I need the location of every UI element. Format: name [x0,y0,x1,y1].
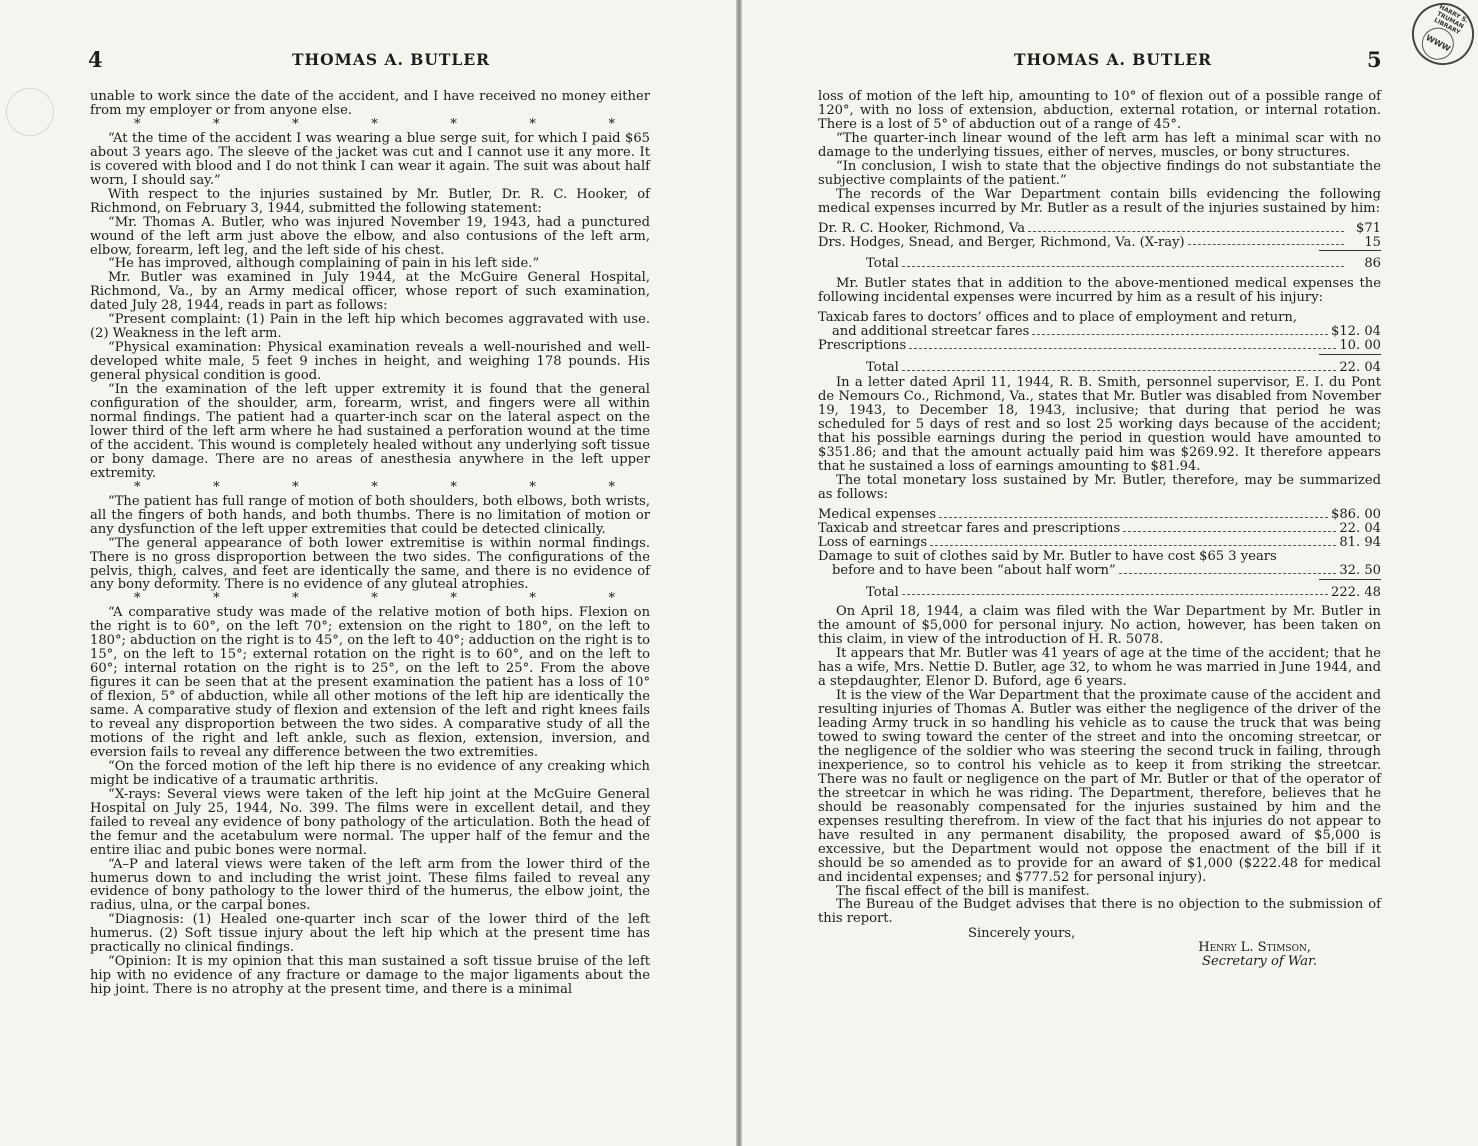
incidental-expenses-table [818,311,1381,375]
paragraph: “Mr. Thomas A. Butler, who was injured November 19, 1943, had a punctured wound of the left arm just above the elbow, and also contusions of the left arm, elbow, forearm, left leg, and the left side of his chest. [90,214,650,258]
paragraph: “Opinion: It is my opinion that this man sustained a soft tissue bruise of the left hip with no evidence of any fracture or damage to the major ligaments about the hip joint. There is no atrophy at the present time, and there is a minimal [90,954,650,998]
paragraph: loss of motion of the left hip, amounting to 10° of flexion out of a possible range of 120°, with no loss of extension, abduction, external rotation, or internal rotation. There is a lost of 5° of abduction out of a range of 45°. [818,89,1381,132]
ellipsis-stars: * * * * * * * [134,591,615,607]
ledger-row: Prescriptions 10. 00 [818,338,1381,354]
closing: Sincerely yours, [968,926,1076,942]
ledger-row: Damage to suit of clothes said by Mr. Butler to have cost $65 3 years [818,548,1277,564]
paragraph: It appears that Mr. Butler was 41 years of age at the time of the accident; that he has a wife, Mrs. Nettie D. Butler, age 32, to whom he was married in June 1944, and a stepdaughter, Elenor D. Buford, age 6 years. [818,646,1381,690]
ellipsis-stars: * * * * * * * [134,116,615,132]
signer-title: Secretary of War. [1202,954,1317,970]
paragraph: “Diagnosis: (1) Healed one-quarter inch scar of the lower third of the left humerus. (2) Soft tissue injury about the left hip which at the present time has practically no clinical findings. [90,912,650,956]
paragraph: The Bureau of the Budget advises that there is no objection to the submission of this report. [818,897,1381,927]
right-page [742,0,1478,1146]
ledger-row: Dr. R. C. Hooker, Richmond, Va $71 [818,220,1381,236]
ledger-row: Loss of earnings 81. 94 [818,534,1381,550]
paragraph: The fiscal effect of the bill is manifest. [836,883,1090,899]
paragraph: In a letter dated April 11, 1944, R. B. Smith, personnel supervisor, E. I. du Pont de Nemours Co., Richmond, Va., states that Mr. Butler was disabled from November 19, 1943, to December 18, 1943, inclusive; that during that period he was scheduled for 5 days of rest and so lost 25 working days because of the accident; that his possible earnings during the period in question would have amounted to $351.86; and that the amount actually paid him was $269.92. It therefore appears that he sustained a loss of earnings amounting to $81.94. [818,375,1381,474]
paragraph: “The quarter-inch linear wound of the left arm has left a minimal scar with no damage to the underlying tissues, either of nerves, muscles, or bony structures. [818,130,1381,160]
paragraph: With respect to the injuries sustained by Mr. Butler, Dr. R. C. Hooker, of Richmond, on February 3, 1944, submitted the following statement: [90,186,650,216]
running-head: THOMAS A. BUTLER [1014,50,1213,69]
ledger-row: Medical expenses $86. 00 [818,506,1381,522]
ledger-row: before and to have been “about half worn” 32. 50 [832,562,1381,578]
paragraph: “He has improved, although complaining of pain in his left side.” [108,256,540,272]
paragraph: “In the examination of the left upper extremity it is found that the general configuration of the shoulder, arm, forearm, wrist, and fingers were all within normal findings. The patient had a quarter-inch scar on the lateral aspect on the lower third of the left arm where he had sustained a perforation wound at the time of the accident. This wound is completely healed without any underlying soft tissue or bony damage. There are no areas of anesthesia anywhere in the left upper extremity. [90,382,650,481]
right-text-column [818,90,1381,969]
library-stamp-icon: HARRY S. TRUMAN LIBRARY WWW [1401,0,1478,76]
paragraph: Mr. Butler states that in addition to the above-mentioned medical expenses the following incidental expenses were incurred by him as a result of his injury: [818,276,1381,306]
faded-stamp-mark [6,88,54,136]
paragraph: The total monetary loss sustained by Mr. Butler, therefore, may be summarized as follows: [818,472,1381,502]
loss-summary-table [818,508,1381,600]
ledger-total-row: Total 222. 48 [866,584,1381,600]
ellipsis-stars: * * * * * * * [134,479,615,495]
ledger-row: Taxicab fares to doctors’ offices and to place of employment and return, [818,310,1297,326]
paragraph: On April 18, 1944, a claim was filed with the War Department by Mr. Butler in the amount of $5,000 for personal injury. No action, however, has been taken on this claim, in view of the introduction of H. R. 5078. [818,604,1381,648]
paragraph: unable to work since the date of the accident, and I have received no money either from my employer or from anyone else. [90,89,650,118]
paragraph: “Physical examination: Physical examination reveals a well-nourished and well-developed white male, 5 feet 9 inches in height, and weighing 178 pounds. His general physical condition is good. [90,340,650,384]
paragraph: The records of the War Department contain bills evidencing the following medical expenses incurred by Mr. Butler as a result of the injuries sustained by him: [818,186,1381,216]
ledger-total-row: Total 86 [866,256,1381,272]
ledger-row: Taxicab and streetcar fares and prescriptions 22. 04 [818,520,1381,536]
medical-expenses-table [818,222,1381,272]
paragraph: “In conclusion, I wish to state that the objective findings do not substantiate the subjective complaints of the patient.” [818,158,1381,188]
paragraph: “A–P and lateral views were taken of the left arm from the lower third of the humerus down to and including the wrist joint. These films failed to reveal any evidence of bony pathology to the lower third of the humerus, the elbow joint, the radius, ulna, or the carpal bones. [90,856,650,914]
page-number: 4 [88,47,104,72]
paragraph: “The general appearance of both lower extremitise is within normal findings. There is no gross disproportion between the two sides. The configurations of the pelvis, thigh, calves, and feet are identically the same, and there is no evidence of any bony deformity. There is no evidence of any gluteal atrophies. [90,535,650,593]
paragraph: “On the forced motion of the left hip there is no evidence of any creaking which might be indicative of a traumatic arthritis. [90,758,650,788]
paragraph: “X-rays: Several views were taken of the left hip joint at the McGuire General Hospital on July 25, 1944, No. 399. The films were in excellent detail, and they failed to reveal any evidence of bony pathology of the articulation. Both the head of the femur and the acetabulum were normal. The upper half of the femur and the entire iliac and pubic bones were normal. [90,786,650,858]
paragraph: “At the time of the accident I was wearing a blue serge suit, for which I paid $65 about 3 years ago. The sleeve of the jacket was cut and I cannot use it any more. It is covered with blood and I do not think I can wear it again. The suit was about half worn, I should say.” [90,130,650,188]
paragraph: “The patient has full range of motion of both shoulders, both elbows, both wrists, all the fingers of both hands, and both thumbs. There is no limitation of motion or any dysfunction of the left upper extremities that could be detected clinically. [90,493,650,537]
page-number: 5 [1367,47,1383,72]
paragraph: It is the view of the War Department that the proximate cause of the accident and resulting injuries of Thomas A. Butler was either the negligence of the driver of the leading Army truck in so handling his vehicle as to cause the truck that was being towed to swing toward the center of the street and into the oncoming streetcar, or the negligence of the soldier who was steering the second truck in failing, through inexperience, so to control his vehicle as to keep it from striking the streetcar. There was no fault or negligence on the part of Mr. Butler or that of the operator of the streetcar in which he was riding. The Department, therefore, believes that he should be reasonably compensated for the injuries sustained by him and the expenses resulting therefrom. In view of the fact that his injuries do not appear to have resulted in any permanent disability, the proposed award of $5,000 is excessive, but the Department would not oppose the enactment of the bill if it should be so amended as to provide for an award of $1,000 ($222.48 for medical and incidental expenses; and $777.52 for personal injury). [818,688,1381,885]
running-head: THOMAS A. BUTLER [292,50,491,69]
ledger-total-row: Total 22. 04 [866,360,1381,376]
signer-name: Henry L. Stimson, [1198,940,1311,956]
left-text-column [90,90,650,997]
ledger-row: Drs. Hodges, Snead, and Berger, Richmond, Va. (X-ray) 15 [818,234,1381,250]
paragraph: “A comparative study was made of the relative motion of both hips. Flexion on the right is to 60°, on the left 70°; extension on the right to 180°, on the left to 180°; abduction on the right is to 45°, on the left to 40°; adduction on the right is to 15°, on the left to 15°; external rotation on the right is to 60°, and on the left to 60°; internal rotation on the right is to 25°, on the left to 25°. From the above figures it can be seen that at the present examination the patient has a loss of 10° of flexion, 5° of abduction, while all other motions of the left hip are identically the same. A comparative study of flexion and extension of the left and right knees fails to reveal any disproportion between the two sides. A comparative study of all the motions of the right and left ankle, such as flexion, extension, inversion, and eversion fails to reveal any difference between the two extremities. [90,605,650,760]
signature-block [818,927,1381,969]
ledger-row: and additional streetcar fares $12. 04 [832,324,1381,340]
paragraph: “Present complaint: (1) Pain in the left hip which becomes aggravated with use. (2) Weakness in the left arm. [90,312,650,342]
paragraph: Mr. Butler was examined in July 1944, at the McGuire General Hospital, Richmond, Va., by an Army medical officer, whose report of such examination, dated July 28, 1944, reads in part as follows: [90,270,650,314]
left-page [0,0,736,1146]
